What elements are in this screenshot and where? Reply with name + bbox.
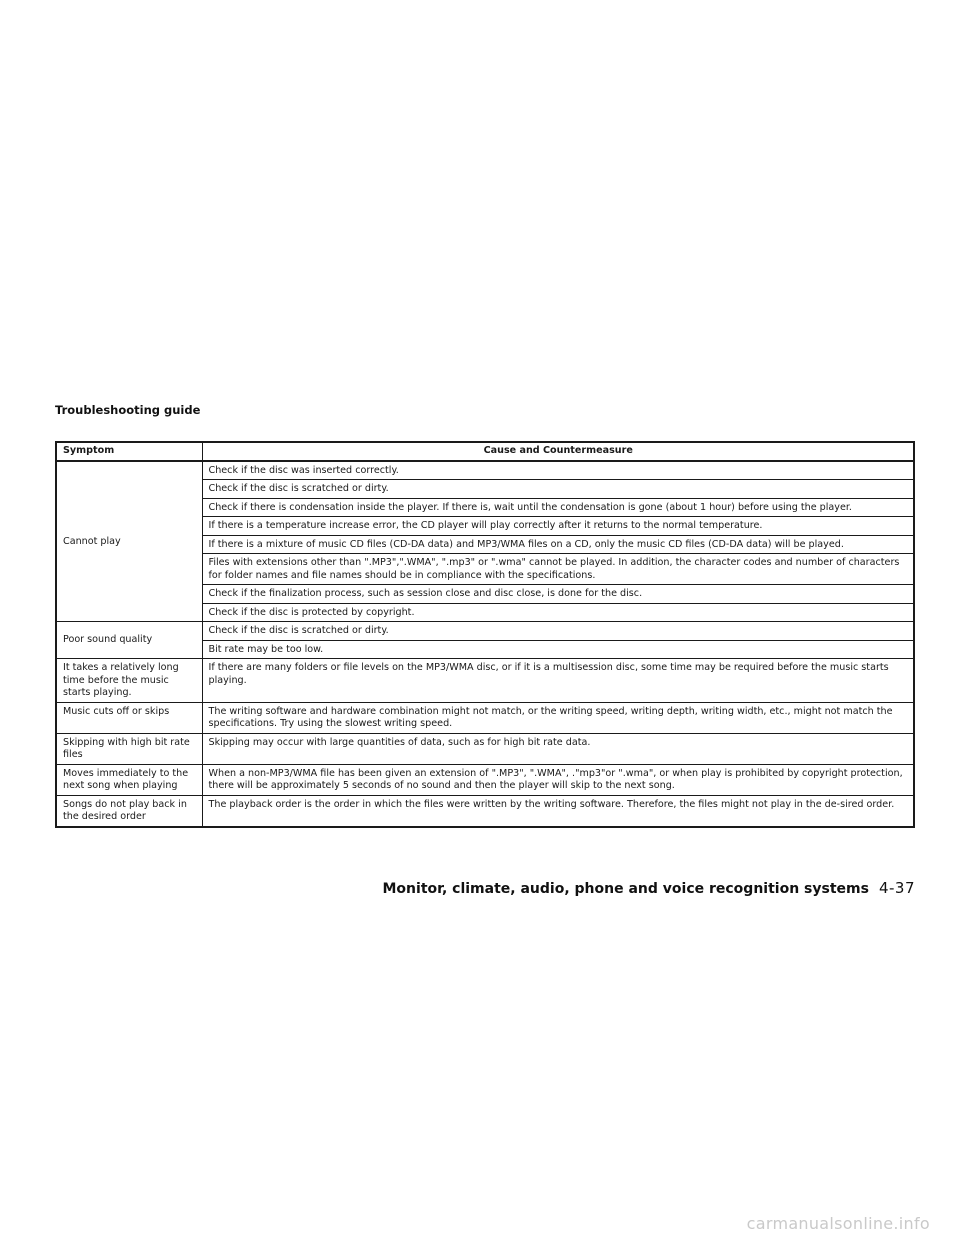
cause-cell: When a non-MP3/WMA file has been given an extension of ".MP3", ".WMA", ."mp3"or ".wma", or when play is prohibited by copyright protection, there will be approximately 5 seconds of no sound and then the player will skip to the next song.: [202, 764, 914, 795]
cause-cell: If there are many folders or file levels on the MP3/WMA disc, or if it is a multisession disc, some time may be required before the music starts playing.: [202, 659, 914, 703]
section-title: Troubleshooting guide: [55, 403, 201, 417]
symptom-cell: Music cuts off or skips: [56, 702, 202, 733]
symptom-cell: Poor sound quality: [56, 622, 202, 659]
table-header-row: [56, 442, 914, 461]
table-row: [56, 461, 914, 480]
cause-cell: Check if the disc is scratched or dirty.: [202, 622, 914, 641]
cause-cell: The playback order is the order in which the files were written by the writing software. Therefore, the files might not play in the de-sired order.: [202, 795, 914, 827]
cause-column-header: Cause and Countermeasure: [202, 442, 914, 461]
table-row: [56, 659, 914, 703]
cause-cell: If there is a temperature increase error, the CD player will play correctly after it returns to the normal temperature.: [202, 517, 914, 536]
cause-cell: If there is a mixture of music CD files (CD-DA data) and MP3/WMA files on a CD, only the music CD files (CD-DA data) will be played.: [202, 535, 914, 554]
symptom-cell: It takes a relatively long time before the music starts playing.: [56, 659, 202, 703]
page-footer: [383, 878, 916, 897]
symptom-column-header: Symptom: [56, 442, 202, 461]
symptom-cell: Moves immediately to the next song when playing: [56, 764, 202, 795]
symptom-cell: Cannot play: [56, 461, 202, 622]
cause-cell: Check if the finalization process, such as session close and disc close, is done for the disc.: [202, 585, 914, 604]
table-row: [56, 733, 914, 764]
cause-cell: Check if there is condensation inside the player. If there is, wait until the condensation is gone (about 1 hour) before using the player.: [202, 498, 914, 517]
watermark: carmanualsonline.info: [746, 1214, 930, 1233]
table-row: [56, 764, 914, 795]
symptom-cell: Songs do not play back in the desired order: [56, 795, 202, 827]
chapter-title: Monitor, climate, audio, phone and voice recognition systems: [382, 881, 869, 897]
cause-cell: Files with extensions other than ".MP3",".WMA", ".mp3" or ".wma" cannot be played. In addition, the character codes and number of characters for folder names and file names should be in compliance with the specifications.: [202, 554, 914, 585]
cause-cell: Check if the disc is scratched or dirty.: [202, 480, 914, 499]
cause-cell: The writing software and hardware combination might not match, or the writing speed, writing depth, writing width, etc., might not match the specifications. Try using the slowest writing speed.: [202, 702, 914, 733]
table-row: [56, 622, 914, 641]
page-number: 4-37: [878, 879, 915, 897]
cause-cell: Check if the disc is protected by copyright.: [202, 603, 914, 622]
troubleshooting-table: [55, 441, 915, 828]
cause-cell: Check if the disc was inserted correctly.: [202, 461, 914, 480]
table-row: [56, 702, 914, 733]
cause-cell: Skipping may occur with large quantities of data, such as for high bit rate data.: [202, 733, 914, 764]
table-row: [56, 795, 914, 827]
cause-cell: Bit rate may be too low.: [202, 640, 914, 659]
symptom-cell: Skipping with high bit rate files: [56, 733, 202, 764]
